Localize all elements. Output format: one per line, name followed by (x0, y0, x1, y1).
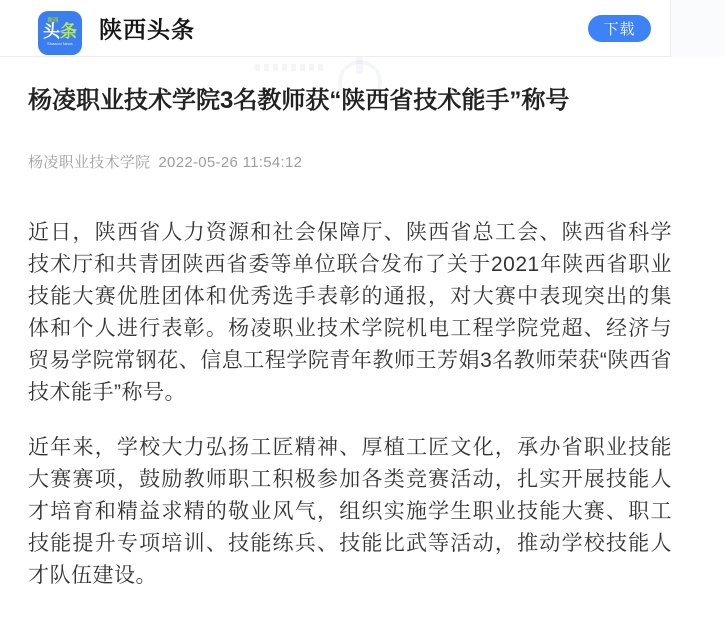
download-button[interactable]: 下载 (588, 15, 651, 42)
header-right-background (671, 0, 725, 57)
page-title: 杨凌职业技术学院3名教师获“陕西省技术能手”称号 (28, 87, 570, 114)
article-timestamp: 2022-05-26 11:54:12 (158, 154, 303, 171)
watermark-text-mark (255, 64, 327, 71)
watermark-bar-icon (356, 57, 363, 74)
article-paragraph: 近年来，学校大力弘扬工匠精神、厚植工匠文化，承办省职业技能大赛赛项，鼓励教师职工积极参加各类竞赛活动，扎实开展技能人才培育和精益求精的敬业风气，组织实施学生职业技能大赛、职工技能提升专项培训、技能练兵、技能比武等活动，推动学校技能人才队伍建设。 (28, 436, 672, 587)
article-body (0, 86, 671, 592)
app-name: 陕西头条 (99, 17, 195, 43)
article-source: 杨凌职业技术学院 (28, 154, 151, 171)
shaanxi-toutiao-logo-icon[interactable] (38, 11, 82, 55)
article-paragraph: 近日，陕西省人力资源和社会保障厅、陕西省总工会、陕西省科学技术厅和共青团陕西省委等单位联合发布了关于2021年陕西省职业技能大赛优胜团体和优秀选手表彰的通报，对大赛中表现突出的集体和个人进行表彰。杨凌职业技术学院机电工程学院党超、经济与贸易学院常钢花、信息工程学院青年教师王芳娟3名教师荣获“陕西省技术能手”称号。 (28, 221, 672, 404)
byline (28, 153, 671, 173)
logo-main-text: 头条 (43, 21, 77, 41)
logo-subtext: Shaanxi News (47, 41, 73, 46)
app-header (0, 0, 725, 57)
header-card (0, 0, 671, 57)
logo-tag-text: 陕西 (47, 17, 59, 24)
